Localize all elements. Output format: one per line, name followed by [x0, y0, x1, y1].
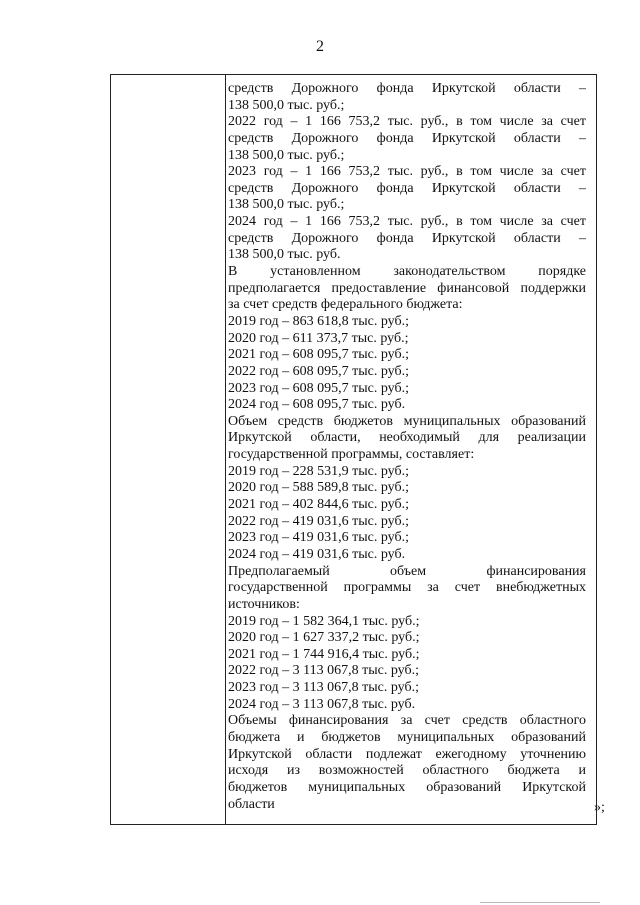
text-line: средств Дорожного фонда Иркутской области – [228, 180, 586, 196]
text-line: средств Дорожного фонда Иркутской области – [228, 230, 586, 246]
text-line: 2022 год – 419 031,6 тыс. руб.; [228, 513, 409, 529]
text-line: Иркутской области подлежат ежегодному уточнению [228, 746, 586, 762]
text-line: 2023 год – 419 031,6 тыс. руб.; [228, 530, 409, 546]
text-line: 2024 год – 419 031,6 тыс. руб. [228, 546, 406, 562]
text-line: 2019 год – 228 531,9 тыс. руб.; [228, 463, 409, 479]
text-line: 2021 год – 1 744 916,4 тыс. руб.; [228, 646, 420, 662]
financing-table [110, 74, 597, 825]
text-line: 2024 год – 3 113 067,8 тыс. руб. [228, 696, 416, 712]
page-number: 2 [316, 38, 324, 55]
scan-artifact-line [480, 902, 600, 903]
text-line: области [228, 796, 275, 812]
text-line: 2023 год – 3 113 067,8 тыс. руб.; [228, 680, 419, 696]
closing-quote: »; [594, 800, 605, 815]
text-line: 2020 год – 1 627 337,2 тыс. руб.; [228, 630, 420, 646]
text-line: 2024 год – 1 166 753,2 тыс. руб., в том числе за счет [228, 214, 586, 230]
text-line: 138 500,0 тыс. руб.; [228, 97, 345, 113]
text-line: 138 500,0 тыс. руб.; [228, 147, 345, 163]
column-divider [225, 75, 226, 824]
text-line: 2024 год – 608 095,7 тыс. руб. [228, 397, 406, 413]
text-line: 2019 год – 1 582 364,1 тыс. руб.; [228, 613, 420, 629]
text-line: средств Дорожного фонда Иркутской области – [228, 130, 586, 146]
table-right-cell [228, 81, 586, 813]
text-line: 2022 год – 3 113 067,8 тыс. руб.; [228, 663, 419, 679]
text-line: 138 500,0 тыс. руб. [228, 247, 341, 263]
text-line: 2023 год – 1 166 753,2 тыс. руб., в том числе за счет [228, 164, 586, 180]
text-line: 2021 год – 402 844,6 тыс. руб.; [228, 497, 409, 513]
text-line: бюджетов муниципальных образований Иркутской [228, 779, 586, 795]
text-line: Иркутской области, необходимый для реализации [228, 430, 586, 446]
text-line: государственной программы за счет внебюджетных [228, 580, 586, 596]
text-line: 2022 год – 1 166 753,2 тыс. руб., в том числе за счет [228, 114, 586, 130]
text-line: Предполагаемый объем финансирования [228, 563, 586, 579]
text-line: средств Дорожного фонда Иркутской области – [228, 81, 586, 96]
text-line: бюджета и бюджетов муниципальных образований [228, 729, 586, 745]
text-line: 2019 год – 863 618,8 тыс. руб.; [228, 313, 409, 329]
text-line: 2023 год – 608 095,7 тыс. руб.; [228, 380, 409, 396]
text-line: предполагается предоставление финансовой поддержки [228, 280, 586, 296]
text-line: 138 500,0 тыс. руб.; [228, 197, 345, 213]
text-line: В установленном законодательством порядке [228, 264, 586, 280]
text-line: Объем средств бюджетов муниципальных образований [228, 413, 586, 429]
text-line: исходя из возможностей областного бюджета и [228, 763, 586, 779]
text-line: источников: [228, 596, 300, 612]
text-line: 2020 год – 588 589,8 тыс. руб.; [228, 480, 409, 496]
text-line: 2020 год – 611 373,7 тыс. руб.; [228, 330, 409, 346]
text-line: 2021 год – 608 095,7 тыс. руб.; [228, 347, 409, 363]
text-line: государственной программы, составляет: [228, 447, 475, 463]
text-line: 2022 год – 608 095,7 тыс. руб.; [228, 363, 409, 379]
text-line: Объемы финансирования за счет средств областного [228, 713, 586, 729]
text-line: за счет средств федерального бюджета: [228, 297, 463, 313]
